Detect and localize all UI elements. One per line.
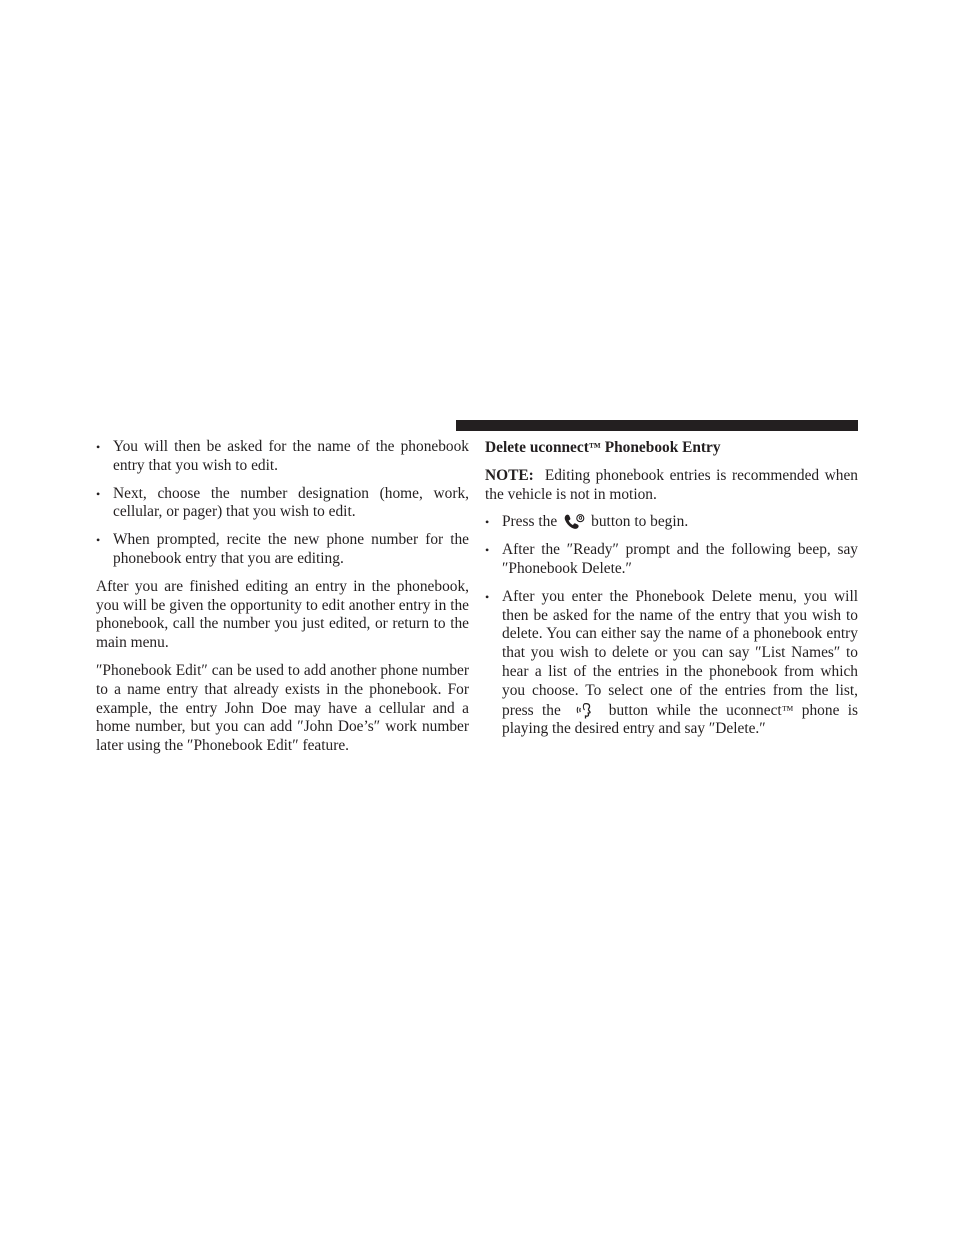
bullet-dot: • <box>96 533 101 548</box>
bullet-dot: • <box>485 543 490 558</box>
left-bullet-list <box>96 438 469 569</box>
voice-command-icon <box>575 701 595 719</box>
bullet-dot: • <box>96 440 101 454</box>
bullet-dot: • <box>96 486 101 501</box>
section-header-bar <box>456 420 858 431</box>
section-heading: Delete uconnect™ Phonebook Entry <box>485 439 721 456</box>
list-item: • After the ″Ready″ prompt and the following beep, say ″Phonebook Delete.″ <box>485 541 858 577</box>
left-column <box>96 438 469 765</box>
body-paragraph: After you are finished editing an entry in the phonebook, you will be given the opportunity to edit another entry in the phonebook, call the number you just edited, or return to the main menu. <box>96 577 469 652</box>
right-column <box>485 438 858 748</box>
body-paragraph: ″Phonebook Edit″ can be used to add another phone number to a name entry that already exists in the phonebook. For example, the entry John Doe may have a cellular and a home number, but you can add ″John Doe’s″ work number later using the ″Phonebook Edit″ feature. <box>96 661 469 755</box>
phone-icon <box>563 513 585 530</box>
list-item: • Press the button to begin. <box>485 513 689 531</box>
list-item: • When prompted, recite the new phone number for the phonebook entry that you are editing. <box>96 531 469 567</box>
bullet-dot: • <box>485 515 490 530</box>
note-label: NOTE: <box>485 466 534 484</box>
list-item: • Next, choose the number designation (home, work, cellular, or pager) that you wish to edit. <box>96 484 469 521</box>
bullet-dot: • <box>485 589 490 604</box>
list-item: • You will then be asked for the name of the phonebook entry that you wish to edit. <box>96 438 469 474</box>
note-paragraph: NOTE: Editing phonebook entries is recommended when the vehicle is not in motion. <box>485 466 859 503</box>
list-item: • After you enter the Phonebook Delete menu, you will then be asked for the name of the entry that you wish to delete. You can either say the name of a phonebook entry that you wish to delete or you can say ″List Names″ to hear a list of the entries in the phonebook from which you choose. To select one of the entries from the list, press the button while the uconnect™ phone is playing the desired entry and say ″Delete.″ <box>485 587 859 738</box>
right-bullet-list <box>485 513 858 739</box>
